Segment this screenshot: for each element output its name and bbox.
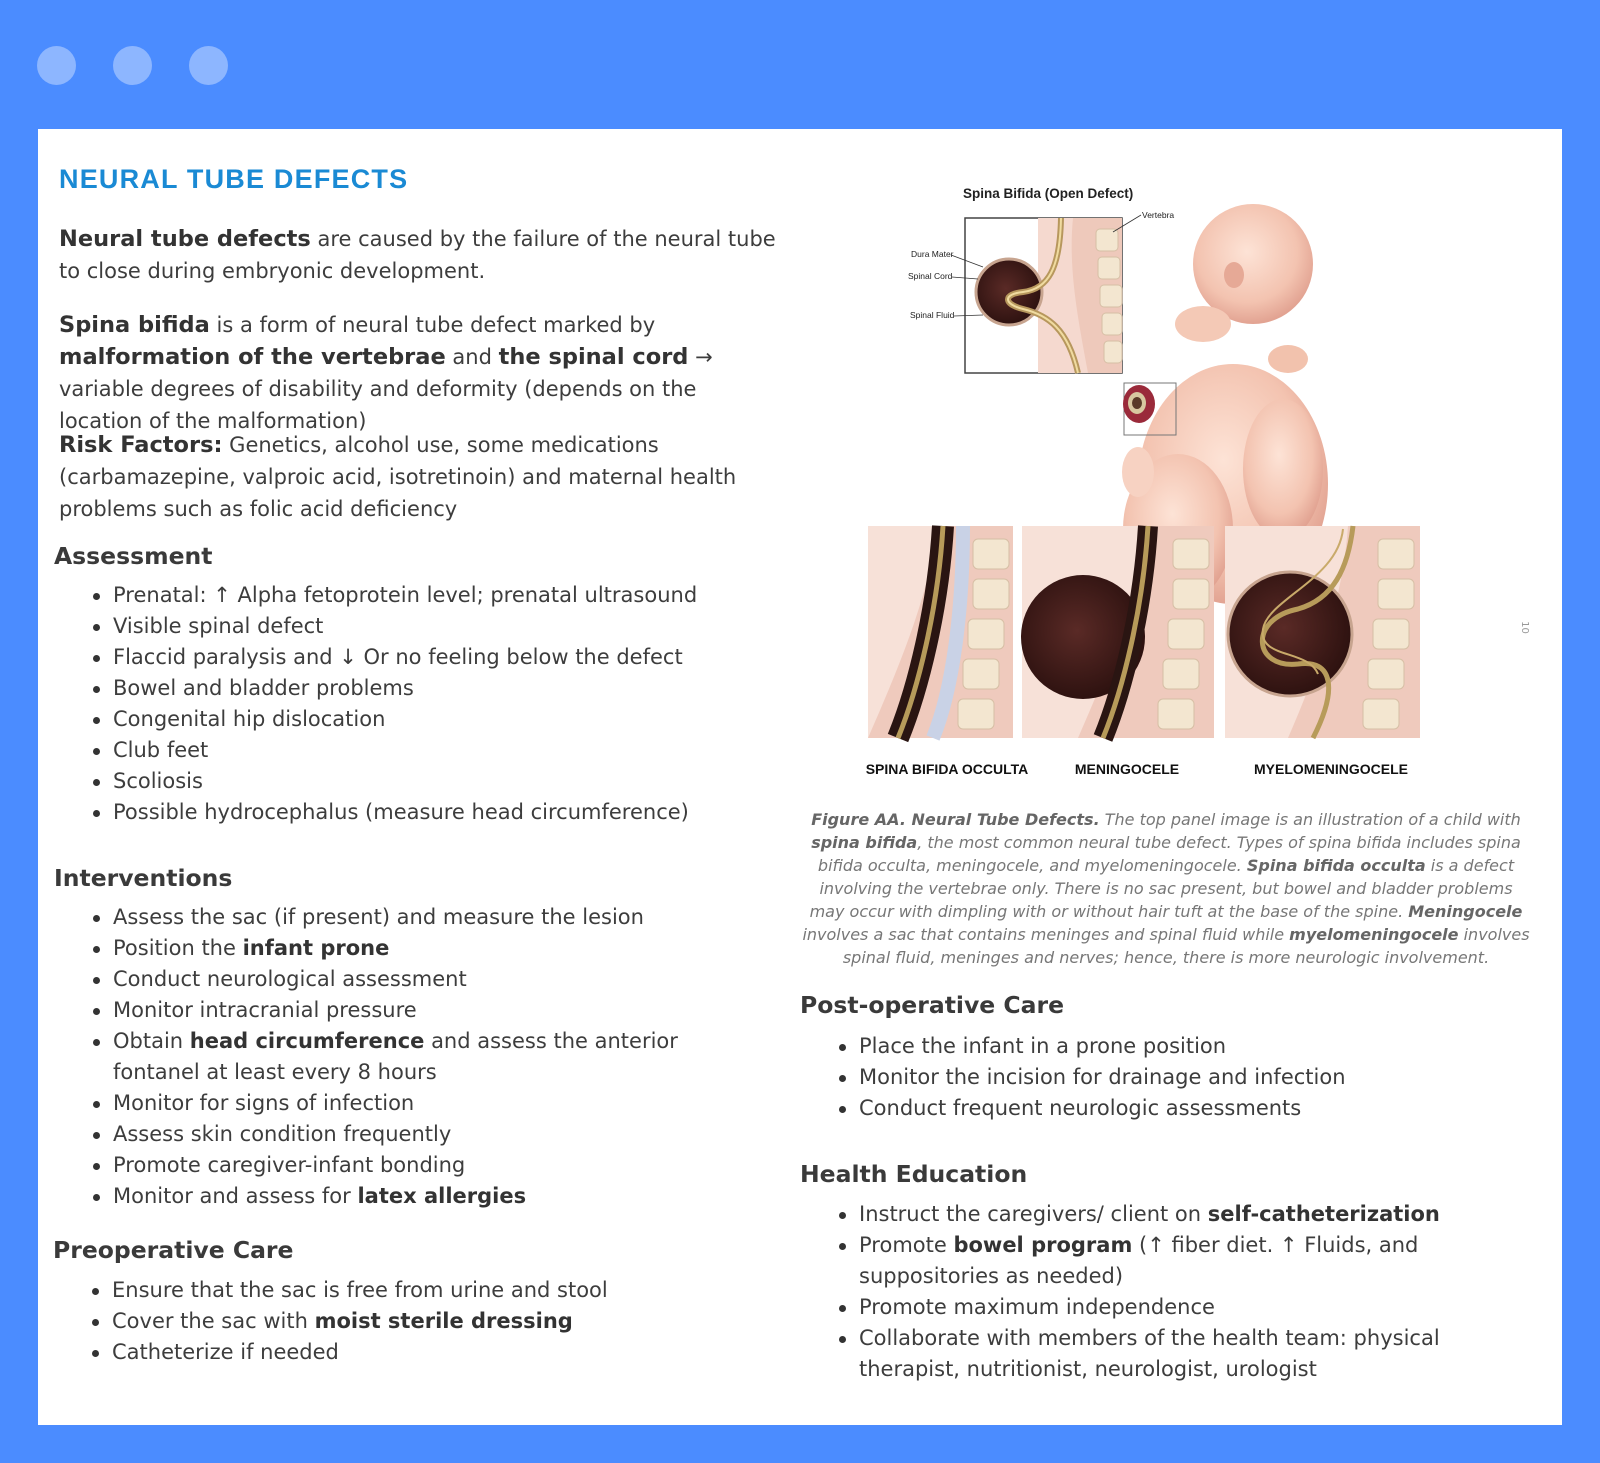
label-spinal-cord: Spinal Cord [908,271,953,281]
panel-label-meningocele: MENINGOCELE [1074,761,1180,777]
caption-bold: myelomeningocele [1289,925,1459,944]
item-text: Promote [859,1233,954,1257]
inset-box [965,218,1122,373]
item-bold: bowel program [953,1233,1133,1257]
list-item: Monitor the incision for drainage and infection [837,1062,1527,1093]
intro-text-2a: is a form of neural tube defect marked by [209,313,656,337]
intro-text-2b: and [445,345,499,369]
postop-heading: Post-operative Care [800,991,1065,1019]
caption-text: The top panel image is an illustration of a child with [1099,810,1521,829]
intro-text-3: Genetics, alcohol use, some medications (carbamazepine, valproic acid, isotretinoin) and maternal health problems such as folic acid deficiency [59,433,737,521]
list-item: Flaccid paralysis and ↓ Or no feeling below the defect [91,642,771,673]
caption-text: involves spinal fluid, meninges and nerves; hence, there is more neurologic involvement. [842,925,1530,967]
list-item: Monitor for signs of infection [91,1088,771,1119]
term-risk-factors: Risk Factors: [59,432,223,458]
assessment-heading: Assessment [54,542,213,570]
preop-list [90,1275,770,1368]
intro-text-1: are caused by the failure of the neural tube to close during embryonic development. [59,227,776,283]
caption-title: Figure AA. Neural Tube Defects. [811,810,1100,829]
item-bold: head circumference [189,1029,425,1053]
window-dot-3[interactable] [189,46,228,85]
list-item: Conduct frequent neurologic assessments [837,1093,1527,1124]
list-item: Assess the sac (if present) and measure the lesion [91,902,771,933]
term-vertebrae: malformation of the vertebrae [59,344,446,370]
list-item: Monitor intracranial pressure [91,995,771,1026]
list-item: Visible spinal defect [91,611,771,642]
caption-text: involves a sac that contains meninges and spinal fluid while [802,925,1290,944]
item-text: Cover the sac with [112,1309,315,1333]
preop-heading: Preoperative Care [53,1236,294,1264]
education-heading: Health Education [800,1160,1028,1188]
item-text: Instruct the caregivers/ client on [859,1202,1208,1226]
list-item: Scoliosis [91,766,771,797]
list-item: Possible hydrocephalus (measure head circumference) [91,797,771,828]
list-item: Place the infant in a prone position [837,1031,1527,1062]
spina-bifida-illustration [38,129,1562,809]
list-item [90,1306,770,1337]
label-vertebra: Vertebra [1142,210,1175,220]
list-item: Prenatal: ↑ Alpha fetoprotein level; prenatal ultrasound [91,580,771,611]
item-text: (↑ fiber diet. ↑ Fluids, and suppositories as needed) [859,1233,1419,1288]
list-item: Promote caregiver-infant bonding [91,1150,771,1181]
interventions-heading: Interventions [54,864,233,892]
panel-label-myelomeningocele: MYELOMENINGOCELE [1253,761,1409,777]
caption-bold: Meningocele [1408,902,1523,921]
list-item [91,1181,771,1212]
figure-caption [800,808,1532,969]
term-neural-tube-defects: Neural tube defects [59,226,311,252]
list-item [91,1026,771,1088]
term-spinal-cord: the spinal cord [498,344,689,370]
list-item: Conduct neurological assessment [91,964,771,995]
panel-meningocele [1021,526,1214,738]
list-item: Collaborate with members of the health team: physical therapist, nutritionist, neurologist, urologist [837,1323,1527,1385]
caption-bold: spina bifida [811,833,918,852]
caption-text: , the most common neural tube defect. Types of spina bifida includes spina bifida occulta, meningocele, and myelomeningocele. [817,833,1521,875]
item-bold: infant prone [242,936,390,960]
list-item [837,1199,1527,1230]
label-spinal-fluid: Spinal Fluid [910,310,955,320]
list-item [91,933,771,964]
page-mark: 10 [1518,621,1530,634]
caption-text: is a defect involving the vertebrae only. There is no sac present, but bowel and bladder problems may occur with dimpling with or without hair tuft at the base of the spine. [809,856,1515,921]
caption-bold: Spina bifida occulta [1246,856,1426,875]
list-item: Assess skin condition frequently [91,1119,771,1150]
item-text: Position the [113,936,243,960]
page-title: NEURAL TUBE DEFECTS [59,164,409,194]
item-text: and assess the anterior fontanel at least every 8 hours [113,1029,678,1084]
list-item: Congenital hip dislocation [91,704,771,735]
window-dot-1[interactable] [37,46,76,85]
list-item: Club feet [91,735,771,766]
item-text: Obtain [113,1029,190,1053]
panel-myelomeningocele [1225,526,1420,738]
panel-occulta [868,526,1013,738]
content-panel [38,129,1562,1425]
list-item: Bowel and bladder problems [91,673,771,704]
list-item: Ensure that the sac is free from urine and stool [90,1275,770,1306]
item-text: Monitor and assess for [113,1184,358,1208]
list-item [837,1230,1527,1292]
item-bold: latex allergies [357,1184,527,1208]
intro-text-2c: → variable degrees of disability and deformity (depends on the location of the malformation) [59,345,713,433]
list-item: Catheterize if needed [90,1337,770,1368]
item-bold: moist sterile dressing [314,1309,573,1333]
window-dot-2[interactable] [113,46,152,85]
term-spina-bifida: Spina bifida [59,312,210,338]
postop-list [837,1031,1527,1124]
label-dura-mater: Dura Mater [911,249,954,259]
list-item: Promote maximum independence [837,1292,1527,1323]
item-bold: self-catheterization [1207,1202,1440,1226]
figure-top-title: Spina Bifida (Open Defect) [963,186,1134,201]
interventions-list [91,902,771,1212]
education-list [837,1199,1527,1385]
panel-label-occulta: SPINA BIFIDA OCCULTA [865,761,1029,777]
